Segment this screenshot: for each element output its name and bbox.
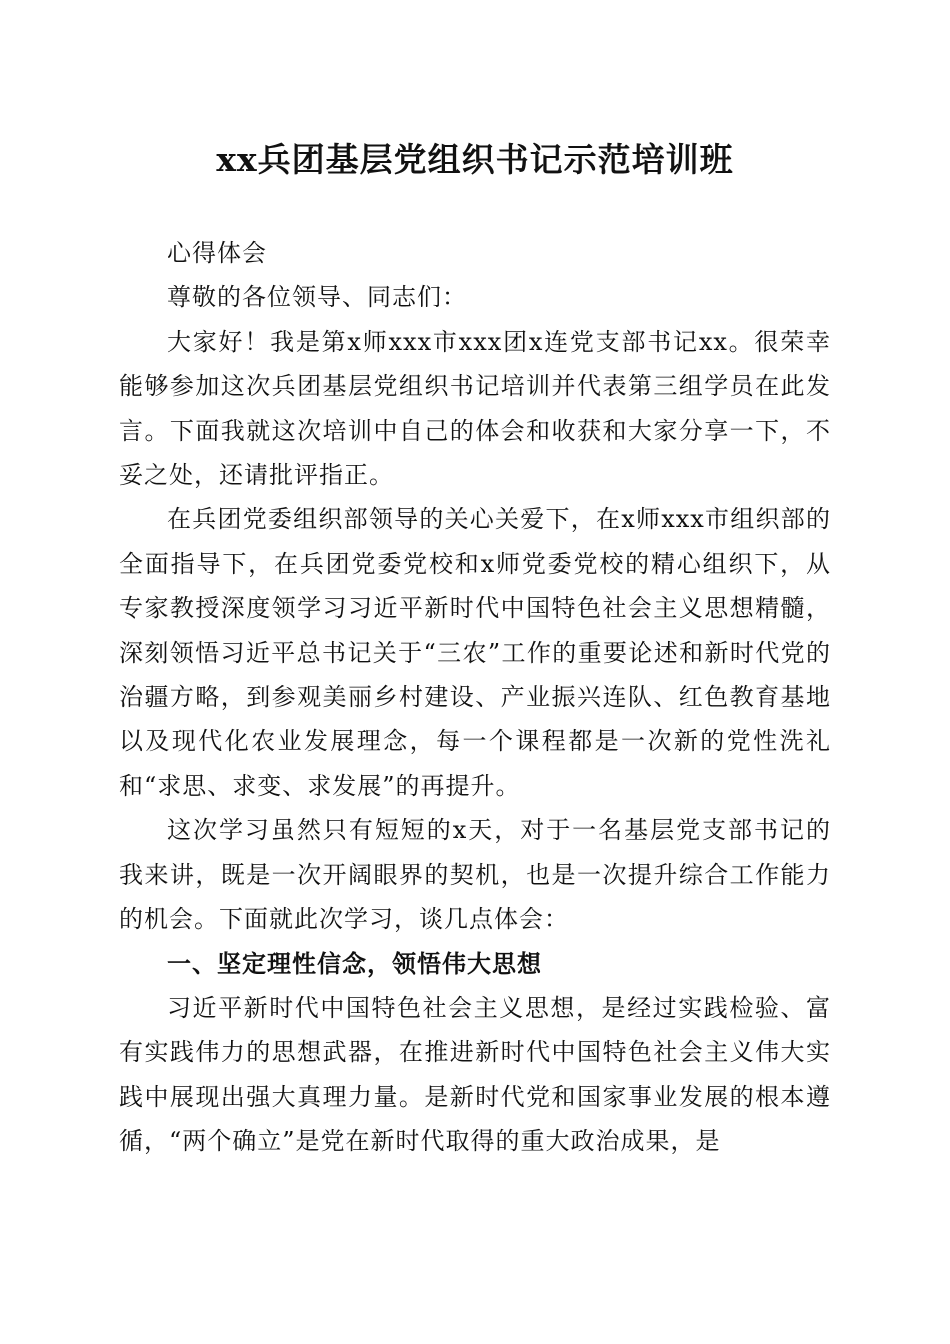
document-title: xx兵团基层党组织书记示范培训班 <box>216 140 734 179</box>
document-body <box>119 231 831 1164</box>
section-heading: 一、坚定理性信念，领悟伟大思想 <box>167 949 542 978</box>
body-paragraph: 大家好！我是第x师xxx市xxx团x连党支部书记xx。很荣幸能够参加这次兵团基层党组织书记培训并代表第三组学员在此发言。下面我就这次培训中自己的体会和收获和大家分享一下，不妥之处，还请批评指正。 <box>119 327 831 490</box>
body-paragraph: 在兵团党委组织部领导的关心关爱下，在x师xxx市组织部的全面指导下，在兵团党委党校和x师党委党校的精心组织下，从专家教授深度领学习习近平新时代中国特色社会主义思想精髓，深刻领悟习近平总书记关于“三农”工作的重要论述和新时代党的治疆方略，到参观美丽乡村建设、产业振兴连队、红色教育基地以及现代化农业发展理念，每一个课程都是一次新的党性洗礼和“求思、求变、求发展”的再提升。 <box>119 505 831 800</box>
body-paragraph: 这次学习虽然只有短短的x天，对于一名基层党支部书记的我来讲，既是一次开阔眼界的契机，也是一次提升综合工作能力的机会。下面就此次学习，谈几点体会： <box>119 816 831 934</box>
subtitle-paragraph: 心得体会 <box>167 239 267 267</box>
body-paragraph: 习近平新时代中国特色社会主义思想，是经过实践检验、富有实践伟力的思想武器，在推进新时代中国特色社会主义伟大实践中展现出强大真理力量。是新时代党和国家事业发展的根本遵循，“两个确立”是党在新时代取得的重大政治成果，是 <box>119 993 831 1156</box>
salutation-paragraph: 尊敬的各位领导、同志们： <box>167 283 467 312</box>
